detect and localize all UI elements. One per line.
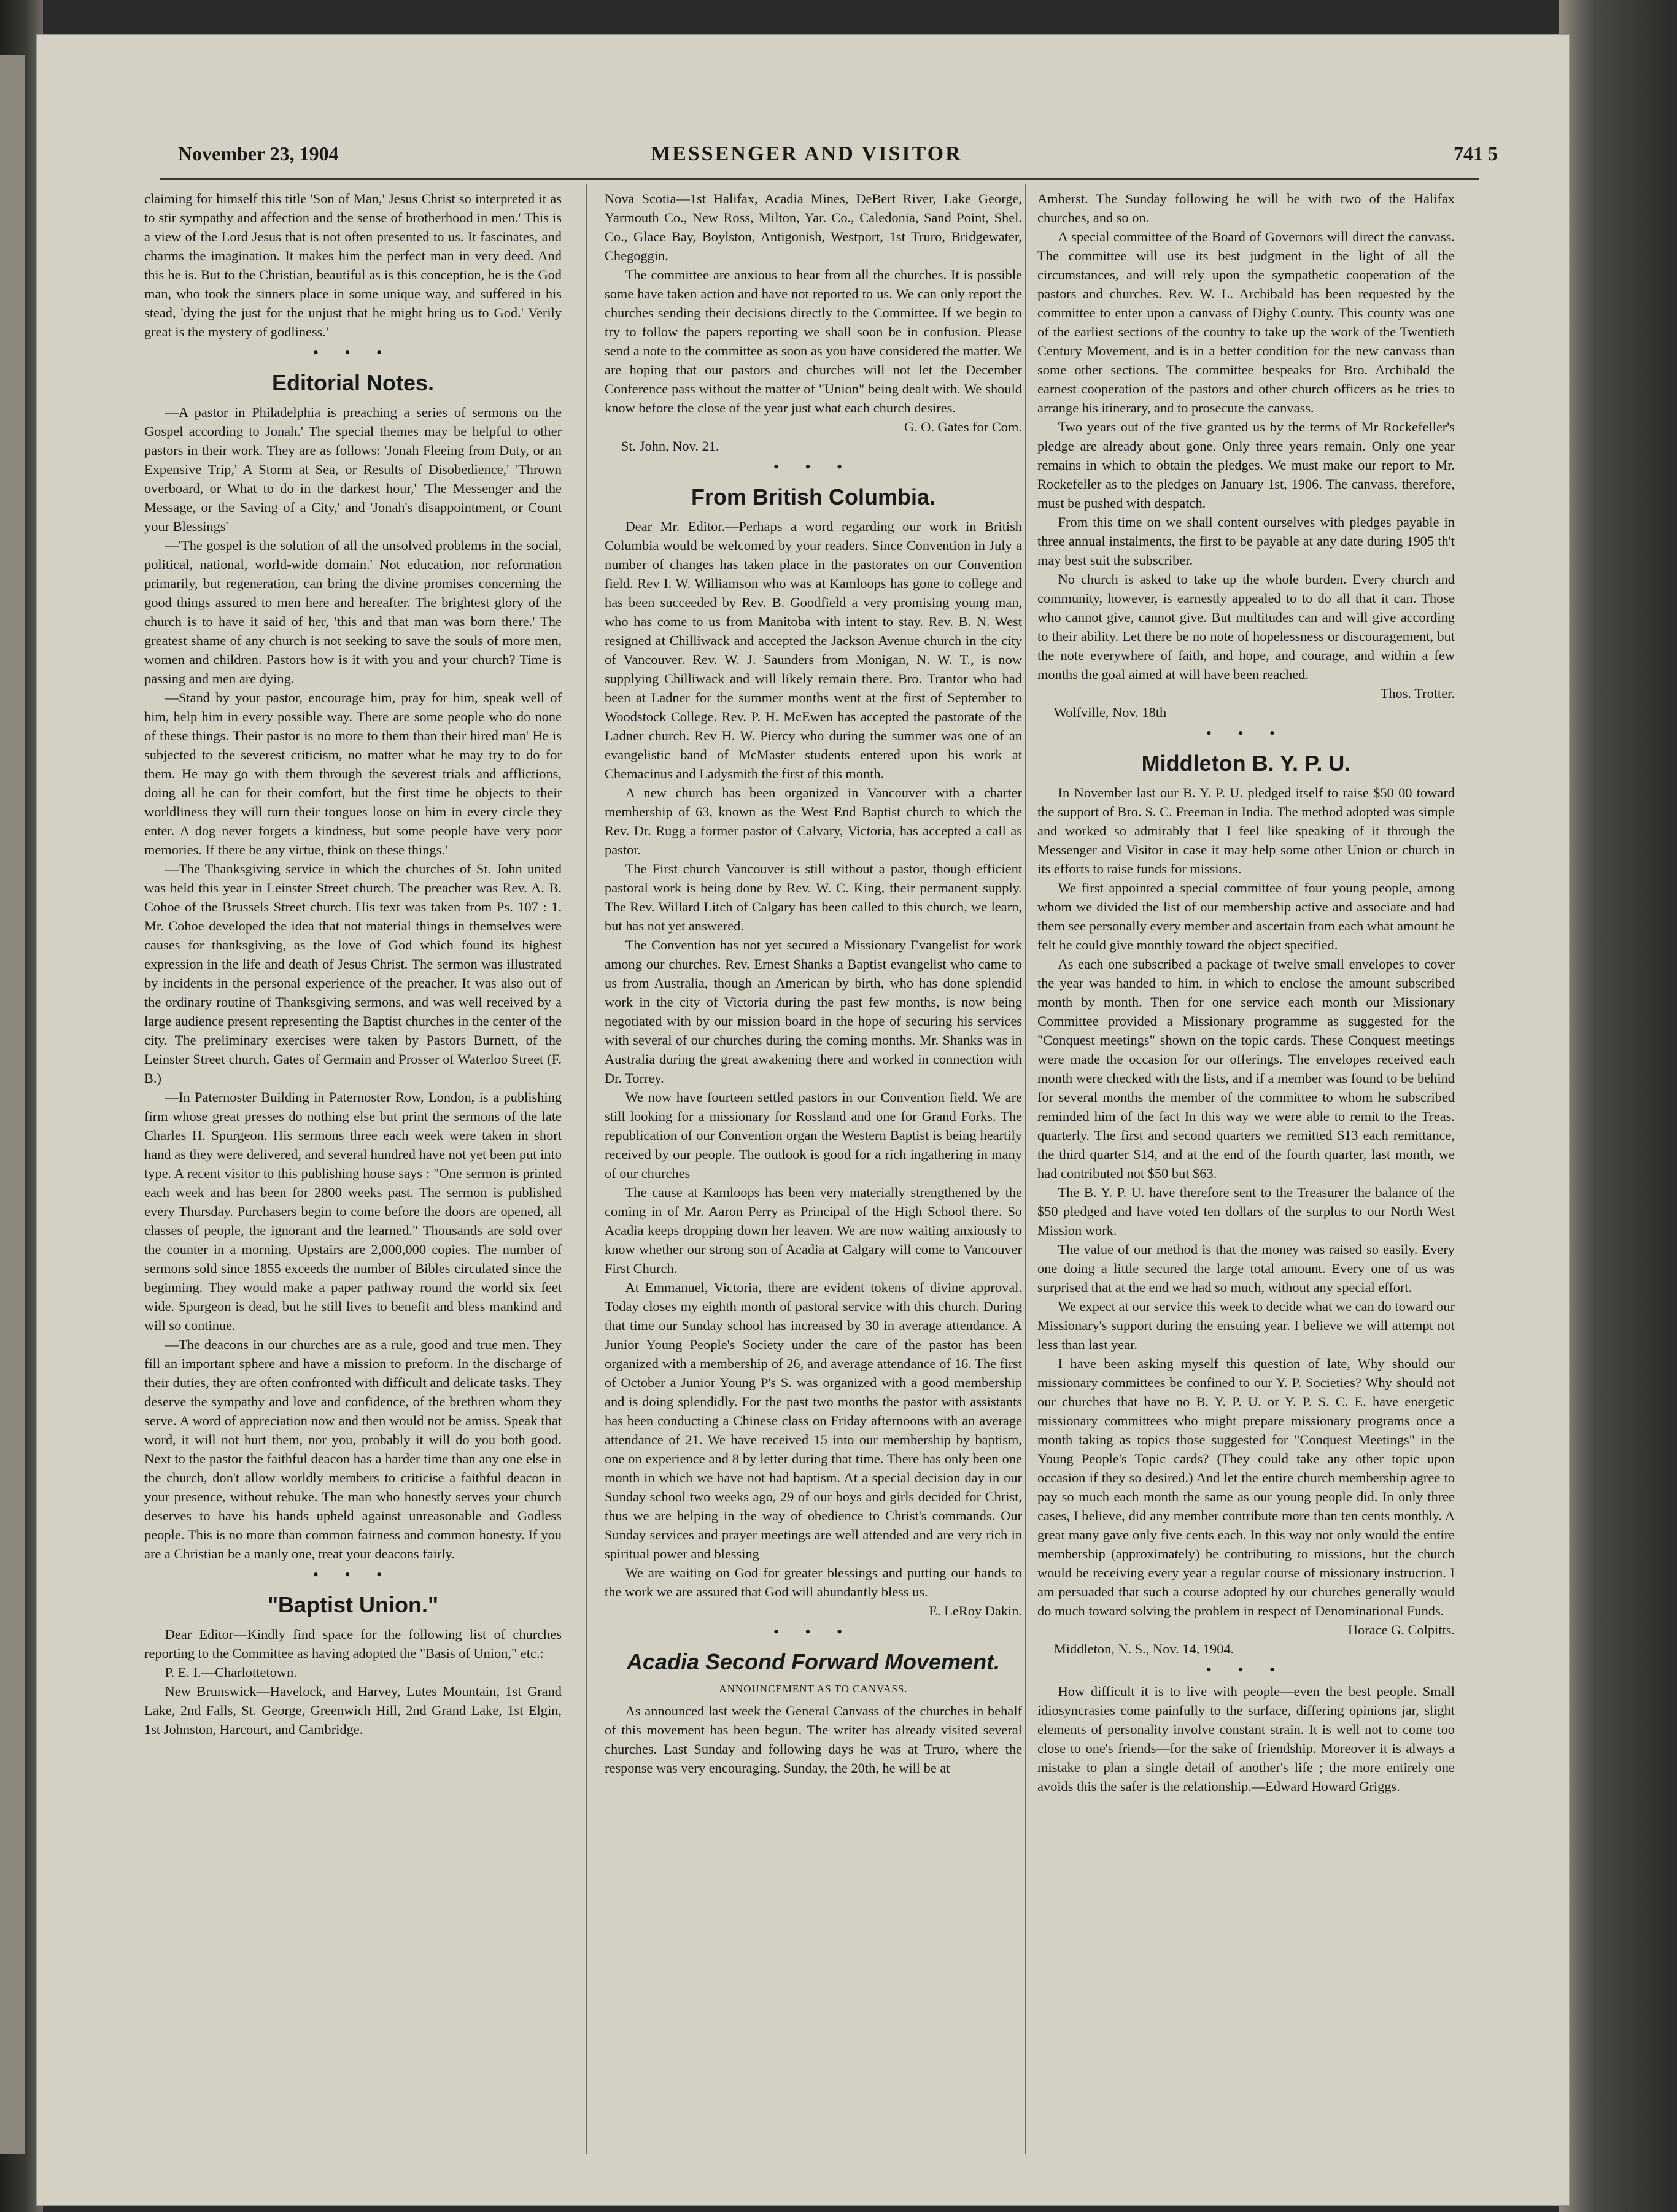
acadia-subheading: ANNOUNCEMENT AS TO CANVASS. [719,1683,908,1695]
article-continuation: Nova Scotia—1st Halifax, Acadia Mines, DeBert River, Lake George, Yarmouth Co., New Ross, Milton, Yar. Co., Caledonia, Sand Point, Shel. Co., Glace Bay, Boylston, Antigonish, Westport, 1st Truro, Bridgewater, Chegoggin. [605,191,1022,263]
paragraph: —'The gospel is the solution of all the unsolved problems in the social, political, national, world-wide domain.' Not education, nor reformation primarily, but regeneration, can bring the divine promises concerning the good things assured to men here and hereafter. The brightest glory of the church is to have it said of her, 'this and that man was born there.' The greatest shame of any church is not seeking to save the souls of more men, women and children. Pastors how is it with you and your church? Time is passing and men are dying. [144,538,562,686]
paragraph: Dear Editor—Kindly find space for the following list of churches reporting to the Committee as having adopted the "Basis of Union," etc.: [144,1626,562,1661]
signature: Thos. Trotter. [1380,686,1455,701]
paragraph: I have been asking myself this question of late, Why should our missionary committees be confined to our Y. P. Societies? Why should not our churches that have no B. Y. P. U. or Y. P. S. C. E. have energetic missionary committees who might prepare missionary programs once a month taking as topics those suggested for "Conquest Meetings" in the Young People's Topic cards? (They could take any other topic upon occasion if they so desired.) And let the entire church membership agree to pay so much each month the same as our young people did. In only three cases, I believe, did any member contribute more than ten cents monthly. A great many gave only five cents each. In this way not only would the entire membership (approximately) be contributing to missions, but the church would be receiving every year a regular course of missionary instruction. I am persuaded that such a course adopted by our churches generally would do much toward solving the problem in respect of Denominational Funds. [1037,1356,1455,1618]
signature: G. O. Gates for Com. [904,419,1022,435]
paragraph: The B. Y. P. U. have therefore sent to the Treasurer the balance of the $50 pledged and have voted ten dollars of the surplus to our North West Mission work. [1037,1185,1455,1238]
section-ornament: • • • [312,1566,393,1584]
column-rule [586,184,587,2154]
paragraph: As each one subscribed a package of twelve small envelopes to cover the year was handed to him, in which to enclose the amount subscribed month by month. Then for one service each month our Missionary Committee provided a Missionary programme as suggested for the "Conquest meetings" shown on the topic cards. These Conquest meetings were made the occasion for our offerings. The envelopes received each month were checked with the lists, and if a member was found to be behind for several months the member of the committee to whom he subscribed reminded him of the fact In this way we were able to remit to the Treas. quarterly. The first and second quarters we remitted $13 each remittance, the third quarter $14, and at the end of the fourth quarter, last month, we had contributed not $50 but $63. [1037,956,1455,1181]
column-rule [1025,184,1026,2154]
section-ornament: • • • [773,1623,854,1641]
paragraph: The First church Vancouver is still without a pastor, though efficient pastoral work is being done by Rev. W. C. King, their permanent supply. The Rev. Willard Litch of Calgary has been called to this church, we learn, but has not yet answered. [605,861,1022,934]
paragraph: —In Paternoster Building in Paternoster Row, London, is a publishing firm whose great presses do nothing else but print the sermons of the late Charles H. Spurgeon. His sermons three each week were taken in short hand as they were delivered, and several hundred have not yet been put into type. A recent visitor to this publishing house says : "One sermon is printed each week and has been for 2800 weeks past. The sermon is published every Thursday. Purchasers begin to come before the doors are opened, all classes of people, the ignorant and the learned." Thousands are sold over the counter in a morning. Upstairs are 2,000,000 copies. The number of sermons sold since 1855 exceeds the number of Bibles circulated since the beginning. They would make a paper pathway round the world six feet wide. Spurgeon is dead, but he still lives to benefit and bless mankind and will so continue. [144,1089,562,1333]
dateline: Middleton, N. S., Nov. 14, 1904. [1053,1641,1234,1657]
section-ornament: • • • [312,344,393,362]
column-2 [605,189,1022,1777]
article-continuation: Amherst. The Sunday following he will be with two of the Halifax churches, and so on. [1037,191,1455,225]
paragraph: —The deacons in our churches are as a rule, good and true men. They fill an important sphere and have a mission to preform. In the discharge of their duties, they are often confronted with difficult and delicate tasks. They deserve the sympathy and love and confidence, of the brethren whom they serve. A word of appreciation now and then would not be amiss. Speak that word, it will not hurt them, nor you, probably it will do you both good. Next to the pastor the faithful deacon has a harder time than any one else in the church, don't allow worldly members to criticise a faithful deacon in your presence, without rebuke. The man who honestly serves your church deserves to have his hands upheld against unreasonable and Godless people. This is no more than common fairness and common honesty. If you are a Christian be a manly one, treat your deacons fairly. [144,1337,562,1561]
dateline: St. John, Nov. 21. [621,438,719,454]
column-3 [1037,189,1455,1796]
baptist-union-heading: "Baptist Union." [267,1592,439,1617]
masthead [178,142,1498,173]
acadia-movement-heading: Acadia Second Forward Movement. [626,1649,1001,1674]
paragraph: The Convention has not yet secured a Missionary Evangelist for work among our churches. Rev. Ernest Shanks a Baptist evangelist who came to us from Australia, though an American by birth, who has done splendid work in the city of Victoria during the past few months, is now being negotiated with by our mission board in the hope of securing his services with several of our churches during the coming months. Mr. Shanks was in Australia during the great awakening there and worked in connection with Dr. Torrey. [605,937,1022,1086]
british-columbia-heading: From British Columbia. [691,484,936,509]
section-ornament: • • • [1206,1661,1287,1679]
previous-page-strip [0,55,25,2154]
section-ornament: • • • [773,458,854,476]
header-rule [160,178,1479,180]
issue-date: November 23, 1904 [178,142,339,164]
paragraph: The value of our method is that the money was raised so easily. Every one doing a little secured the large total amount. Every one of us was surprised that at the end we had so much, without any special effort. [1037,1242,1455,1295]
closing-quote: How difficult it is to live with people—even the best people. Small idiosyncrasies come painfully to the surface, differing opinions jar, slight elements of personality involve constant strain. It is well not to come too close to one's friends—for the sake of friendship. Moreover it is always a mistake to plan a single detail of another's life ; the more entirely one avoids this the safer is the relationship.—Edward Howard Griggs. [1037,1684,1455,1794]
paragraph: From this time on we shall content ourselves with pledges payable in three annual instalments, the first to be payable at any date during 1905 th't may best suit the subscriber. [1037,514,1455,568]
paragraph: We are waiting on God for greater blessings and putting our hands to the work we are assured that God will abundantly bless us. [605,1565,1022,1599]
paragraph: The cause at Kamloops has been very materially strengthened by the coming in of Mr. Aaron Perry as Principal of the High School there. So Acadia keeps dropping down her leaven. We are now waiting anxiously to know whether our strong son of Acadia at Calgary will come to Vancouver First Church. [605,1185,1022,1276]
paragraph: At Emmanuel, Victoria, there are evident tokens of divine approval. Today closes my eighth month of pastoral service with this church. During that time our Sunday school has increased by 30 in average attendance. A Junior Young People's Society under the care of the pastor has been organized with a membership of 26, and average attendance of 16. The first of October a Junior Young P's S. was organized with a good membership and is doing splendidly. For the past two months the pastor with assistants has been conducting a Chinese class on Friday afternoons with an average attendance of 21. We have received 15 into our membership by baptism, one on experience and 8 by letter during that time. There has only been one month in which we have not had baptism. At a special decision day in our Sunday school two weeks ago, 29 of our boys and girls decided for Christ, thus we are helping in the way of obedience to Christ's commands. Our Sunday services and prayer meetings are well attended and are very rich in spiritual power and blessing [605,1280,1022,1561]
paragraph: New Brunswick—Havelock, and Harvey, Lutes Mountain, 1st Grand Lake, 2nd Falls, St. George, Greenwich Hill, 2nd Grand Lake, 1st Elgin, 1st Johnston, Harcourt, and Cambridge. [144,1684,562,1737]
paragraph: —A pastor in Philadelphia is preaching a series of sermons on the Gospel according to Jonah.' The special themes may be helpful to other pastors in their work. They are as follows: 'Jonah Fleeing from Duty, or an Expensive Trip,' A Storm at Sea, or Results of Disobedience,' 'Thrown overboard, or What to do in the darkest hour,' 'The Messenger and the Message, or the Saving of a City,' and 'Jonah's disappointment, or Count your Blessings' [144,404,562,534]
paragraph: We first appointed a special committee of four young people, among whom we divided the list of our membership active and associate and had them see personally every member and ascertain from each what amount he felt he could give monthly toward the object specified. [1037,880,1455,953]
column-1 [144,189,562,1739]
paragraph: —The Thanksgiving service in which the churches of St. John united was held this year in Leinster Street church. The preacher was Rev. A. B. Cohoe of the Brussels Street church. His text was taken from Ps. 107 : 1. Mr. Cohoe developed the idea that not material things in themselves were causes for thanksgiving, as the love of God which found its highest expression in the life and death of Jesus Christ. The sermon was illustrated by incidents in the personal experience of the preacher. It was also out of the ordinary routine of Thanksgiving sermons, and was well received by a large audience present representing the Baptist churches in the center of the city. The preliminary exercises were taken by Pastors Burnett, of the Leinster Street church, Gates of Germain and Prosser of Waterloo Street (F. B.) [144,861,562,1086]
signature: Horace G. Colpitts. [1347,1622,1455,1638]
paragraph: Two years out of the five granted us by the terms of Mr Rockefeller's pledge are already about gone. Only three years remain. Only one year remains in which to obtain the pledges. We must make our report to Mr. Rockefeller as to the pledges on January 1st, 1906. The canvass, therefore, must be pushed with despatch. [1037,419,1455,511]
middleton-bypu-heading: Middleton B. Y. P. U. [1141,751,1351,776]
paragraph: We now have fourteen settled pastors in our Convention field. We are still looking for a missionary for Rossland and one for Grand Forks. The republication of our Convention organ the Western Baptist is being heartily received by our people. The outlook is good for a rich ingathering in many of our churches [605,1089,1022,1181]
paragraph: —Stand by your pastor, encourage him, pray for him, speak well of him, help him in every possible way. There are some people who do none of these things. Their pastor is no more to them than their hired man' He is subjected to the severest criticism, no matter what he may try to do for them. He may go with them through the severest trials and afflictions, doing all he can for their comfort, but the first time he objects to their worldliness they will turn their tongues loose on him in every circle they enter. A dog never forgets a kindness, but some people have very poor memories. If there be any virtue, think on these things.' [144,690,562,857]
page-number: 741 5 [1454,142,1498,164]
scan-edge-right [1559,0,1677,2212]
paragraph: We expect at our service this week to decide what we can do toward our Missionary's support during the ensuing year. I believe we will attempt not less than last year. [1037,1299,1455,1352]
signature: E. LeRoy Dakin. [929,1603,1022,1618]
paragraph: P. E. I.—Charlottetown. [165,1665,297,1680]
paragraph: No church is asked to take up the whole burden. Every church and community, however, is earnestly appealed to to do all that it can. Those who cannot give, cannot give. But multitudes can and will give according to their ability. Let there be no note of hopelessness or discouragement, but the note everywhere of faith, and hope, and courage, and within a few months the goal aimed at will have been reached. [1037,571,1455,682]
paragraph: As announced last week the General Canvass of the churches in behalf of this movement has been begun. The writer has already visited several churches. Last Sunday and following days he was at Truro, where the response was very encouraging. Sunday, the 20th, he will be at [605,1703,1022,1776]
paragraph: A new church has been organized in Vancouver with a charter membership of 63, known as the West End Baptist church to which the Rev. Dr. Rugg a former pastor of Calvary, Victoria, has accepted a call as pastor. [605,785,1022,857]
paper-title: MESSENGER AND VISITOR [651,142,962,165]
paragraph: Dear Mr. Editor.—Perhaps a word regarding our work in British Columbia would be welcomed by your readers. Since Convention in July a number of changes has taken place in the pastorates on our Convention field. Rev I. W. Williamson who was at Kamloops has gone to college and has been succeeded by Rev. B. Goodfield a very promising young man, who has come to us from Manitoba with intent to stay. Rev. B. N. West resigned at Chilliwack and accepted the Jackson Avenue church in the city of Vancouver. Rev. W. J. Saunders from Monigan, N. W. T., is now supplying Chilliwack and will likely remain there. Bro. Trantor who had been at Ladner for the summer months went at the first of September to Woodstock College. Rev. P. H. McEwen has accepted the pastorate of the Ladner church. Rev H. W. Piercy who during the summer was one of an evangelistic band of McMaster students entered upon his work at Chemacinus and Ladysmith the first of this month. [605,519,1022,781]
dateline: Wolfville, Nov. 18th [1053,705,1167,720]
section-ornament: • • • [1206,724,1287,742]
paragraph: The committee are anxious to hear from all the churches. It is possible some have taken action and have not reported to us. We can only report the churches sending their decisions directly to the Committee. If we begin to try to follow the papers reporting we shall soon be in confusion. Please send a note to the committee as soon as you have considered the matter. We are hoping that our pastors and churches will not let the December Conference pass without the matter of "Union" being dealt with. We should know before the close of the year just what each church desires. [605,267,1022,416]
editorial-notes-heading: Editorial Notes. [271,370,435,395]
paragraph: In November last our B. Y. P. U. pledged itself to raise $50 00 toward the support of Bro. S. C. Freeman in India. The method adopted was simple and worked so admirably that I feel like speaking of it through the Messenger and Visitor in case it may help some other Union or church in its efforts to raise funds for missions. [1037,785,1455,876]
paragraph: A special committee of the Board of Governors will direct the canvass. The committee will use its best judgment in the light of all the circumstances, and will rely upon the sympathetic cooperation of the pastors and churches. Rev. W. L. Archibald has been requested by the committee to enter upon a canvass of Digby County. This county was one of the earliest sections of the country to take up the work of the Twentieth Century Movement, and is in a better condition for the new canvass than some other sections. The committee bespeaks for Bro. Archibald the earnest cooperation of the pastors and other church officers as he tries to arrange his itinerary, and to prosecute the canvass. [1037,229,1455,416]
article-continuation: claiming for himself this title 'Son of Man,' Jesus Christ so interpreted it as to stir sympathy and affection and the sense of brotherhood in men.' This is a view of the Lord Jesus that is not often presented to us. It fascinates, and charms the imagination. It makes him the perfect man in very deed. And this he is. But to the Christian, beautiful as is this conception, he is the God man, who took the sinners place in some unique way, and suffered in his stead, 'dying the just for the unjust that he might bring us to God.' Verily great is the mystery of godliness.' [144,191,562,339]
